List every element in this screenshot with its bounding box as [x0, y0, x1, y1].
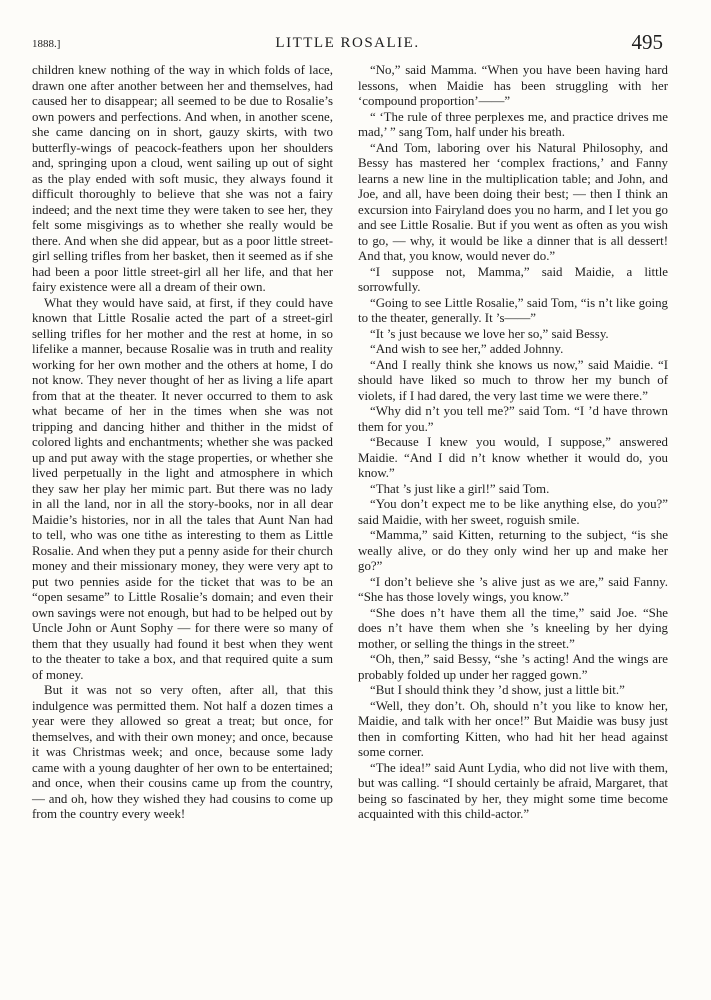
running-header — [32, 30, 663, 58]
issue-year: 1888.] — [32, 38, 61, 50]
paragraph: “And wish to see her,” added Johnny. — [370, 342, 564, 356]
page-number: 495 — [631, 30, 663, 54]
paragraph: “ ‘The rule of three perplexes me, and practice drives me mad,’ ” sang Tom, half under his breath. — [358, 109, 668, 139]
paragraph: “Oh, then,” said Bessy, “she ’s acting! And the wings are probably folded up under her ragged gown.” — [358, 652, 668, 682]
paragraph: “Going to see Little Rosalie,” said Tom, “is n’t like going to the theater, generally. It ’s——” — [358, 295, 668, 325]
paragraph: “No,” said Mamma. “When you have been having hard lessons, when Maidie has been struggling with her ‘compound proportion’——” — [358, 63, 668, 108]
paragraph: What they would have said, at first, if they could have known that Little Rosalie acted the part of a street-girl selling trifles for her mother and the rest at home, in so lifelike a manner, because Rosalie was in truth and reality working for her own mother and the others at home, I do not know. They never thought of her as living a life apart from that at the theater. It never occurred to them to ask what became of her in the times when she was not tripping and dancing hither and thither in the midst of colored lights and enchantments; whether she was packed up and put away with the stage properties, or whether she lived perpetually in the light and atmosphere in which they saw her play her mimic part. But there was no lady in all the land, nor in all the story-books, nor in all dear Maidie’s histories, nor in all the tales that Aunt Nan had to tell, who was one tithe as interesting to them as Little Rosalie. And when they put a penny aside for their church money and their missionary money, they were very apt to put two pennies aside for the ticket that was to be an “open sesame” to Little Rosalie’s domain; and even their own savings were not enough, but had to be helped out by Uncle John or Aunt Sophy — for there were so many of them that they usually had found it best when they went to the theater to take a box, and that required quite a sum of money. — [32, 295, 333, 682]
paragraph: “Because I knew you would, I suppose,” answered Maidie. “And I did n’t know whether it would do, you know.” — [358, 435, 668, 480]
paragraph: “I suppose not, Mamma,” said Maidie, a little sorrowfully. — [358, 264, 668, 294]
paragraph: “And Tom, laboring over his Natural Philosophy, and Bessy has mastered her ‘complex fractions,’ and Fanny learns a new line in the multiplication table; and John, and Joe, and all, have been doing their best; — then I think an excursion into Fairyland does you no harm, and I let you go and see Little Rosalie. But if you went as often as you wish to go, — why, it would be like a dinner that is all dessert! And that, you know, would never do.” — [358, 140, 668, 263]
paragraph: children knew nothing of the way in which folds of lace, drawn one after another between her and themselves, had caused her to disappear; all seemed to be due to Rosalie’s own powers and perfections. And when, in another scene, she came dancing on in short, gauzy skirts, with two butterfly-wings of peacock-feathers upon her shoulders and, springing upon a cloud, went sailing up out of sight as the play ended with soft music, they always found it difficult thoroughly to believe that she was not a fairy indeed; and the next time they were taken to see her, they felt some misgivings as to whether she really would be there. And when she did appear, but as a poor little street-girl selling trifles from her basket, then it seemed as if she had been a poor little street-girl all her life, and that her fairy existence were all a dream of their own. — [32, 63, 333, 294]
paragraph: But it was not so very often, after all, that this indulgence was permitted them. Not half a dozen times a year were they allowed so great a treat; but once, for themselves, and with their own money; and once, because it was Christmas week; and once, because some lady came with a young daughter of her own to be entertained; and once, when their cousins came up from the country, — and oh, how they wished they had cousins to come up from the country every week! — [32, 683, 333, 821]
paragraph: “You don’t expect me to be like anything else, do you?” said Maidie, with her sweet, roguish smile. — [358, 497, 668, 527]
left-column — [32, 63, 333, 823]
paragraph: “The idea!” said Aunt Lydia, who did not live with them, but was calling. “I should certainly be afraid, Margaret, that being so fascinated by her, they might some time become acquainted with this child-actor.” — [358, 760, 668, 821]
right-column — [358, 63, 668, 823]
paragraph: “And I really think she knows us now,” said Maidie. “I should have liked so much to throw her my bunch of violets, if I had dared, the very last time we were there.” — [358, 357, 668, 403]
paragraph: “Mamma,” said Kitten, returning to the subject, “is she weally alive, or do they only wind her up and make her go?” — [358, 528, 668, 573]
paragraph: “That ’s just like a girl!” said Tom. — [370, 481, 550, 496]
paragraph: “I don’t believe she ’s alive just as we are,” said Fanny. “She has those lovely wings, you know.” — [358, 574, 668, 604]
paragraph: “Well, they don’t. Oh, should n’t you like to know her, Maidie, and talk with her once!” But Maidie was busy just then in comforting Kitten, who had hit her head against some corner. — [358, 698, 668, 759]
paragraph: “But I should think they ’d show, just a little bit.” — [370, 683, 625, 697]
running-title: LITTLE ROSALIE. — [275, 35, 420, 51]
paragraph: “Why did n’t you tell me?” said Tom. “I ’d have thrown them for you.” — [358, 404, 668, 434]
paragraph: “It ’s just because we love her so,” said Bessy. — [370, 326, 609, 341]
paragraph: “She does n’t have them all the time,” said Joe. “She does n’t have them when she ’s kneeling by her dying mother, or selling the things in the street.” — [358, 605, 668, 651]
